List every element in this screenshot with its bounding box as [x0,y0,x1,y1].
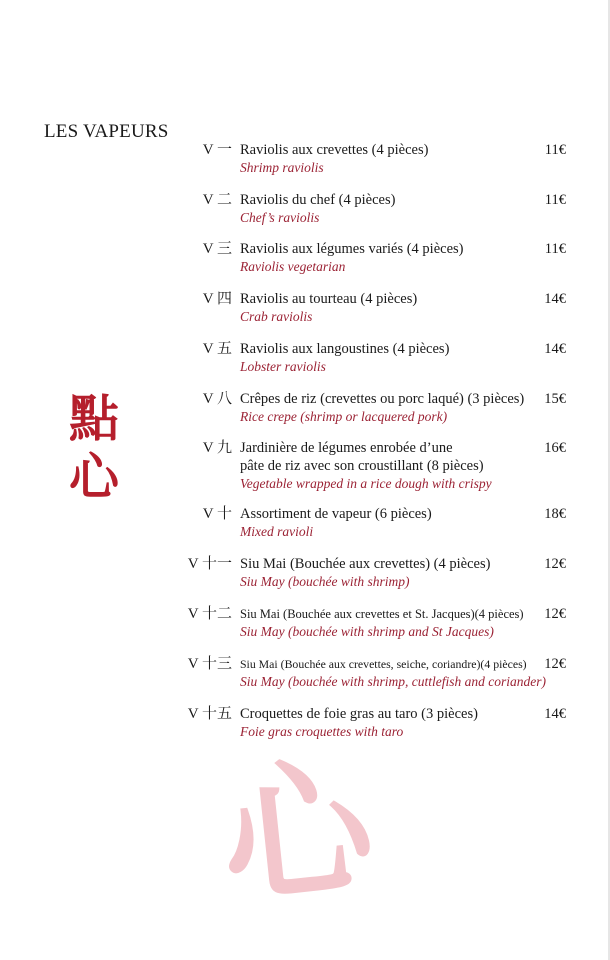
item-name-en: Mixed ravioli [240,524,314,539]
item-code: V 九 [202,440,232,456]
item-price: 14€ [544,706,566,722]
item-name-fr: Raviolis du chef (4 pièces) [240,192,396,208]
item-code: V 八 [202,391,232,407]
item-code: V 十二 [187,606,232,622]
item-price: 11€ [544,192,566,208]
item-price: 12€ [544,656,566,672]
item-name-en: Foie gras croquettes with taro [240,724,404,739]
item-name-en: Shrimp raviolis [240,160,324,175]
item-code: V 五 [202,341,232,357]
item-price: 14€ [544,341,566,357]
item-name-fr: Croquettes de foie gras au taro (3 pièces) [240,706,478,722]
item-price: 16€ [544,440,566,456]
side-calligraphy [62,390,126,506]
item-name-fr: Raviolis aux légumes variés (4 pièces) [240,241,464,257]
item-price: 14€ [544,291,566,307]
section-title: LES VAPEURS [44,121,169,142]
item-name-fr: Raviolis aux langoustines (4 pièces) [240,341,450,357]
item-name-fr: Assortiment de vapeur (6 pièces) [240,506,432,522]
item-name-en: Vegetable wrapped in a rice dough with crispy [240,476,492,491]
item-code: V 十一 [187,556,232,572]
item-name-fr: Jardinière de légumes enrobée d’une [240,440,453,456]
item-price: 12€ [544,556,566,572]
item-name-en: Siu May (bouchée with shrimp and St Jacques) [240,624,494,639]
item-name-fr: Siu Mai (Bouchée aux crevettes) (4 pièces) [240,556,491,572]
item-price: 12€ [544,606,566,622]
item-price: 15€ [544,391,566,407]
item-name-en: Raviolis vegetarian [240,259,346,274]
item-code: V 十五 [187,706,232,722]
item-name-en: Crab raviolis [240,309,313,324]
item-price: 11€ [544,241,566,257]
item-name-fr: Crêpes de riz (crevettes ou porc laqué) (3 pièces) [240,391,525,407]
item-code: V 二 [202,192,232,208]
item-name-en: Lobster raviolis [240,359,326,374]
item-name-fr-line2: pâte de riz avec son croustillant (8 pièces) [240,458,484,474]
item-name-en: Rice crepe (shrimp or lacquered pork) [240,409,448,424]
item-code: V 三 [202,241,232,257]
item-name-fr: Raviolis au tourteau (4 pièces) [240,291,418,307]
item-code: V 十三 [187,656,232,672]
side-character-dian: 點 [69,389,119,448]
item-code: V 一 [202,142,232,158]
item-code: V 四 [202,291,232,307]
item-name-en: Chef’s raviolis [240,210,320,225]
item-name-fr: Siu Mai (Bouchée aux crevettes, seiche, coriandre)(4 pièces) [240,657,527,671]
side-character-xin: 心 [69,447,119,506]
watermark-character: 心 [213,737,381,929]
item-name-fr: Siu Mai (Bouchée aux crevettes et St. Jacques)(4 pièces) [240,607,524,621]
item-code: V 十 [202,506,232,522]
item-price: 18€ [544,506,566,522]
item-price: 11€ [544,142,566,158]
item-name-en: Siu May (bouchée with shrimp) [240,574,410,589]
item-name-fr: Raviolis aux crevettes (4 pièces) [240,142,429,158]
item-name-en: Siu May (bouchée with shrimp, cuttlefish and coriander) [240,674,546,689]
